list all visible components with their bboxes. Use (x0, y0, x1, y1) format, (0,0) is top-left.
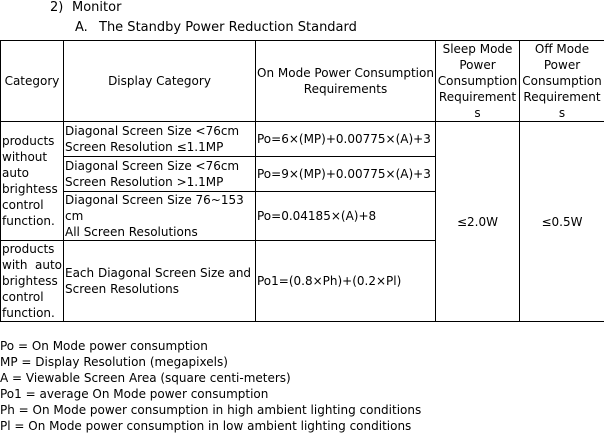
display-line: Each Diagonal Screen Size and Screen Resolutions (65, 265, 254, 297)
item-title: Monitor (72, 0, 121, 16)
standby-power-table (0, 40, 604, 322)
category-with-auto-brightness: products with auto brightess control function. (1, 241, 64, 322)
section-heading (0, 0, 604, 40)
display-line: Diagonal Screen Size 76~153 cm (65, 192, 254, 224)
off-mode-value: ≤0.5W (520, 122, 604, 322)
display-category-cell (64, 157, 256, 192)
definition-po1: Po1 = average On Mode power consumption (0, 386, 604, 402)
definitions-list (0, 338, 604, 434)
header-off-mode: Off Mode Power Consumption Requirements (520, 41, 604, 122)
on-mode-formula: Po=6×(MP)+0.00775×(A)+3 (256, 122, 436, 157)
on-mode-formula: Po=9×(MP)+0.00775×(A)+3 (256, 157, 436, 192)
definition-pl: Pl = On Mode power consumption in low ambient lighting conditions (0, 418, 604, 434)
sleep-mode-value: ≤2.0W (436, 122, 520, 322)
table-row (1, 122, 604, 157)
on-mode-formula: Po1=(0.8×Ph)+(0.2×Pl) (256, 241, 436, 322)
definition-a: A = Viewable Screen Area (square centi-meters) (0, 370, 604, 386)
header-display-category: Display Category (64, 41, 256, 122)
display-line: Screen Resolution ≤1.1MP (65, 139, 254, 155)
definition-ph: Ph = On Mode power consumption in high ambient lighting conditions (0, 402, 604, 418)
header-category: Category (1, 41, 64, 122)
display-category-cell (64, 122, 256, 157)
table-header-row (1, 41, 604, 122)
definition-po: Po = On Mode power consumption (0, 338, 604, 354)
display-line: Diagonal Screen Size <76cm (65, 158, 254, 174)
header-on-mode: On Mode Power Consumption Requirements (256, 41, 436, 122)
category-without-auto-brightness: products without auto brightess control function. (1, 122, 64, 241)
item-number: 2) (50, 0, 76, 16)
display-line: All Screen Resolutions (65, 224, 254, 240)
sub-title: The Standby Power Reduction Standard (99, 20, 357, 36)
display-line: Screen Resolution >1.1MP (65, 174, 254, 190)
definition-mp: MP = Display Resolution (megapixels) (0, 354, 604, 370)
display-line: Diagonal Screen Size <76cm (65, 123, 254, 139)
display-category-cell (64, 192, 256, 241)
sub-letter: A. (75, 20, 99, 36)
on-mode-formula: Po=0.04185×(A)+8 (256, 192, 436, 241)
display-category-cell (64, 241, 256, 322)
header-sleep-mode: Sleep Mode Power Consumption Requirements (436, 41, 520, 122)
